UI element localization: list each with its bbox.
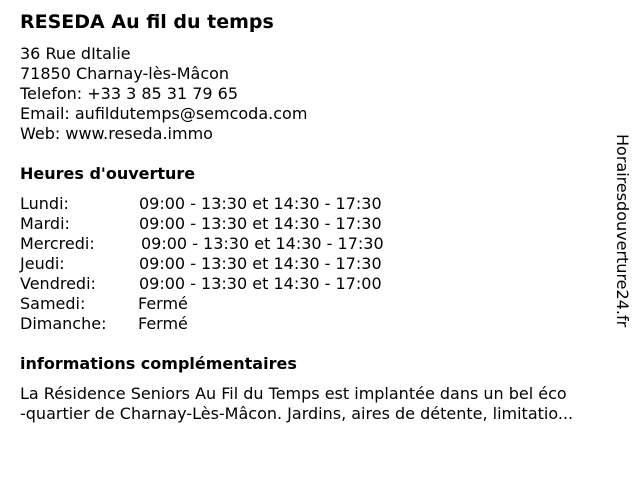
hours-heading: Heures d'ouverture	[20, 164, 196, 183]
time-range: Fermé	[138, 314, 188, 333]
day-label: Dimanche:	[20, 314, 107, 333]
time-range: 09:00 - 13:30 et 14:30 - 17:30	[141, 234, 384, 253]
description-line: La Résidence Seniors Au Fil du Temps est implantée dans un bel éco	[20, 384, 567, 403]
phone-number: Telefon: +33 3 85 31 79 65	[20, 84, 239, 103]
day-label: Jeudi:	[20, 254, 65, 273]
day-label: Samedi:	[20, 294, 86, 313]
contact-block	[20, 44, 307, 144]
website: Web: www.reseda.immo	[20, 124, 213, 143]
time-range: 09:00 - 13:30 et 14:30 - 17:30	[139, 214, 382, 233]
day-label: Mercredi:	[20, 234, 95, 253]
street-address: 36 Rue dItalie	[20, 44, 131, 63]
watermark-site-label: Horairesdouverture24.fr	[613, 134, 632, 328]
city-address: 71850 Charnay-lès-Mâcon	[20, 64, 230, 83]
day-label: Vendredi:	[20, 274, 96, 293]
business-name: RESEDA Au fil du temps	[20, 11, 274, 33]
day-label: Lundi:	[20, 194, 69, 213]
time-range: 09:00 - 13:30 et 14:30 - 17:00	[139, 274, 382, 293]
info-heading: informations complémentaires	[20, 354, 297, 373]
info-description	[20, 384, 632, 424]
time-range: 09:00 - 13:30 et 14:30 - 17:30	[139, 254, 382, 273]
time-range: 09:00 - 13:30 et 14:30 - 17:30	[139, 194, 382, 213]
description-line: -quartier de Charnay-Lès-Mâcon. Jardins, aires de détente, limitatio...	[20, 404, 574, 423]
email-address: Email: aufildutemps@semcoda.com	[20, 104, 308, 123]
day-label: Mardi:	[20, 214, 70, 233]
time-range: Fermé	[138, 294, 188, 313]
